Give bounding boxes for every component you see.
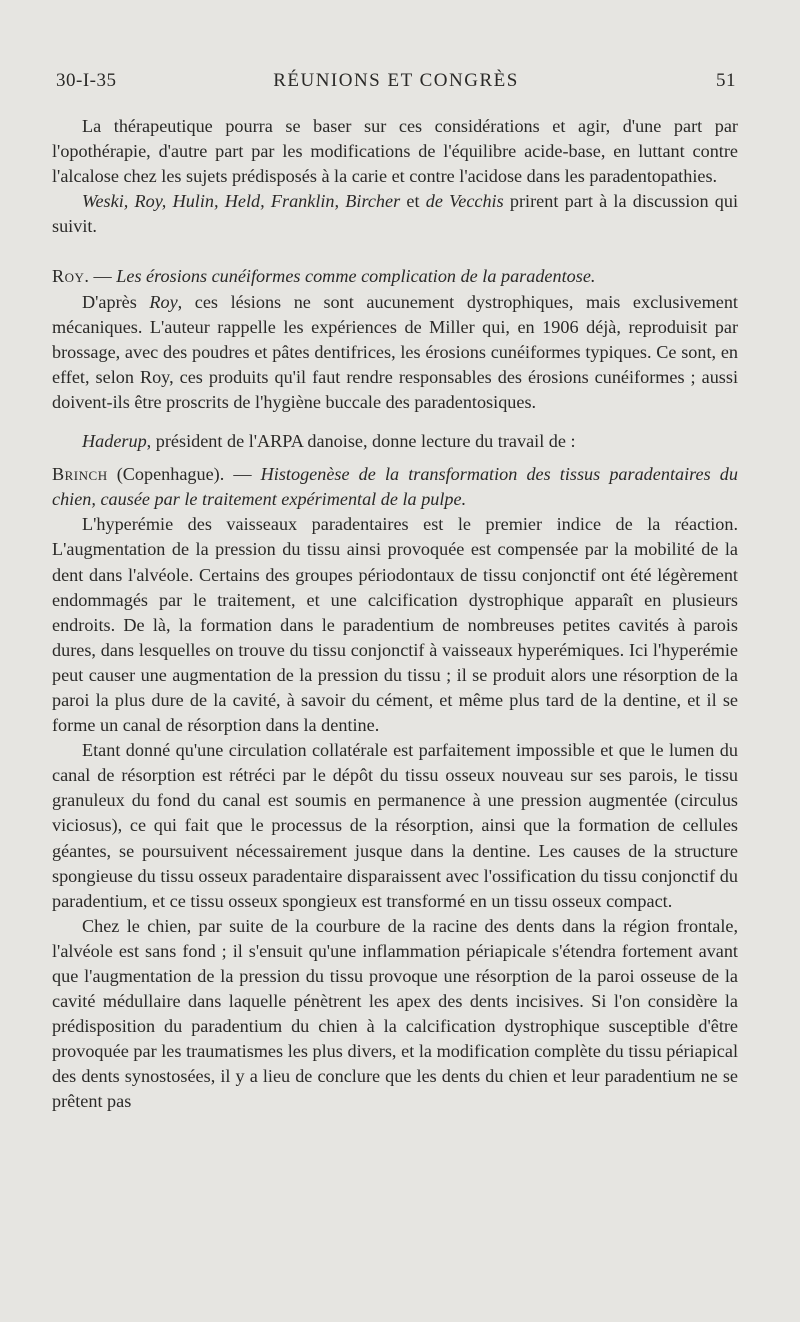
paragraph-hyperemie: L'hyperémie des vaisseaux paradentaires est le premier indice de la réaction. L'augmentation de la pression du tissu ainsi provoquée est compensée par la mobilité de la dent dans l'alvéole. Certains des groupes périodontaux de tissu conjonctif ont été légèrement endommagés par le traitement, et une calcification dystrophique apparaît en plusieurs endroits. De là, la formation dans le paradentium de nombreuses petites cavités à parois dures, dans lesquelles on trouve du tissu conjonctif à vaisseaux hyperémiques. Ici l'hyperémie peut causer une augmentation de la pression du tissu ; il se produit alors une résorption de la paroi la plus dure de la cavité, à savoir du cément, et même plus tard de la dentine, et il se forme un canal de résorption dans la dentine. <box>52 514 738 736</box>
roy-title: Les érosions cunéiformes comme complication de la paradentose. <box>116 266 596 287</box>
roy-name: Roy <box>149 291 178 312</box>
page-number: 51 <box>716 70 736 91</box>
paragraph-circulation: Etant donné qu'une circulation collatérale est parfaitement impossible et que le lumen du canal de résorption est rétréci par le dépôt du tissu osseux nouveau sur ses parois, le tissu granuleux du fond du canal est soumis en permanence à une pression augmentée (circulus viciosus), ce qui fait que le processus de la résorption, ainsi que la formation de cellules géantes, se poursuivent nécessairement jusque dans la dentine. Les causes de la structure spongieuse du tissu osseux paradentaire disparaissent avec l'ossification du tissu conjonctif du paradentium, et ce tissu osseux spongieux est transformé en un tissu osseux compact. <box>52 740 738 911</box>
body-text <box>52 114 738 1115</box>
roy-dash: . — <box>84 266 117 287</box>
roy-prefix: D'après <box>82 291 150 312</box>
brinch-author: Brinch <box>52 464 108 485</box>
brinch-title: Histogenèse de la transformation des tissus paradentaires du chien, causée par le traitement expérimental de la pulpe. <box>52 464 738 510</box>
discussion-text: prirent part à la discussion qui suivit. <box>52 191 738 237</box>
roy-text: , ces lésions ne sont aucunement dystrophiques, mais exclusivement mécaniques. L'auteur rappelle les expériences de Miller qui, en 1906 déjà, reproduisit par brossage, avec des poudres et pâtes dentifrices, les érosions cunéiformes typiques. Ce sont, en effet, selon Roy, ces produits qu'il faut rendre responsables des érosions cunéiformes ; aussi doivent-ils être proscrits de l'hygiène buccale des paradentosiques. <box>52 291 738 412</box>
header-date: 30-I-35 <box>56 70 117 91</box>
paragraph-therapeutique: La thérapeutique pourra se baser sur ces considérations et agir, d'une part par l'opothérapie, d'autre part par les modifications de l'équilibre acide-base, en luttant contre l'alcalose chez les sujets prédisposés à la carie et contre l'acidose dans les paradentopathies. <box>52 116 738 187</box>
conjunction: et <box>400 191 426 212</box>
brinch-heading <box>52 462 738 512</box>
roy-heading <box>52 264 738 289</box>
paragraph-roy <box>52 290 738 415</box>
paragraph-haderup <box>52 429 738 454</box>
header-running-title: RÉUNIONS ET CONGRÈS <box>273 70 519 91</box>
discussant-names: Weski, Roy, Hulin, Held, Franklin, Bircher <box>82 191 401 212</box>
discussant-last: de Vecchis <box>425 191 504 212</box>
haderup-name: Haderup <box>82 431 147 452</box>
haderup-text: , président de l'ARPA danoise, donne lecture du travail de : <box>146 431 576 452</box>
roy-author: Roy <box>52 266 85 287</box>
paragraph-chien: Chez le chien, par suite de la courbure de la racine des dents dans la région frontale, l'alvéole est sans fond ; il s'ensuit qu'une inflammation périapicale s'étendra fortement avant que l'augmentation de la pression du tissu provoque une résorption de la paroi osseuse de la cavité médullaire dans laquelle pénètrent les apex des dents incisives. Si l'on considère la prédisposition du paradentium du chien à la calcification dystrophique susceptible d'être provoquée par les traumatismes les plus divers, et la modification complète du tissu périapical des dents synostosées, il y a lieu de conclure que les dents du chien et leur paradentium ne se prêtent pas <box>52 915 738 1112</box>
running-header <box>56 70 736 100</box>
paragraph-discussion <box>52 189 738 239</box>
brinch-place: (Copenhague). — <box>107 464 261 485</box>
